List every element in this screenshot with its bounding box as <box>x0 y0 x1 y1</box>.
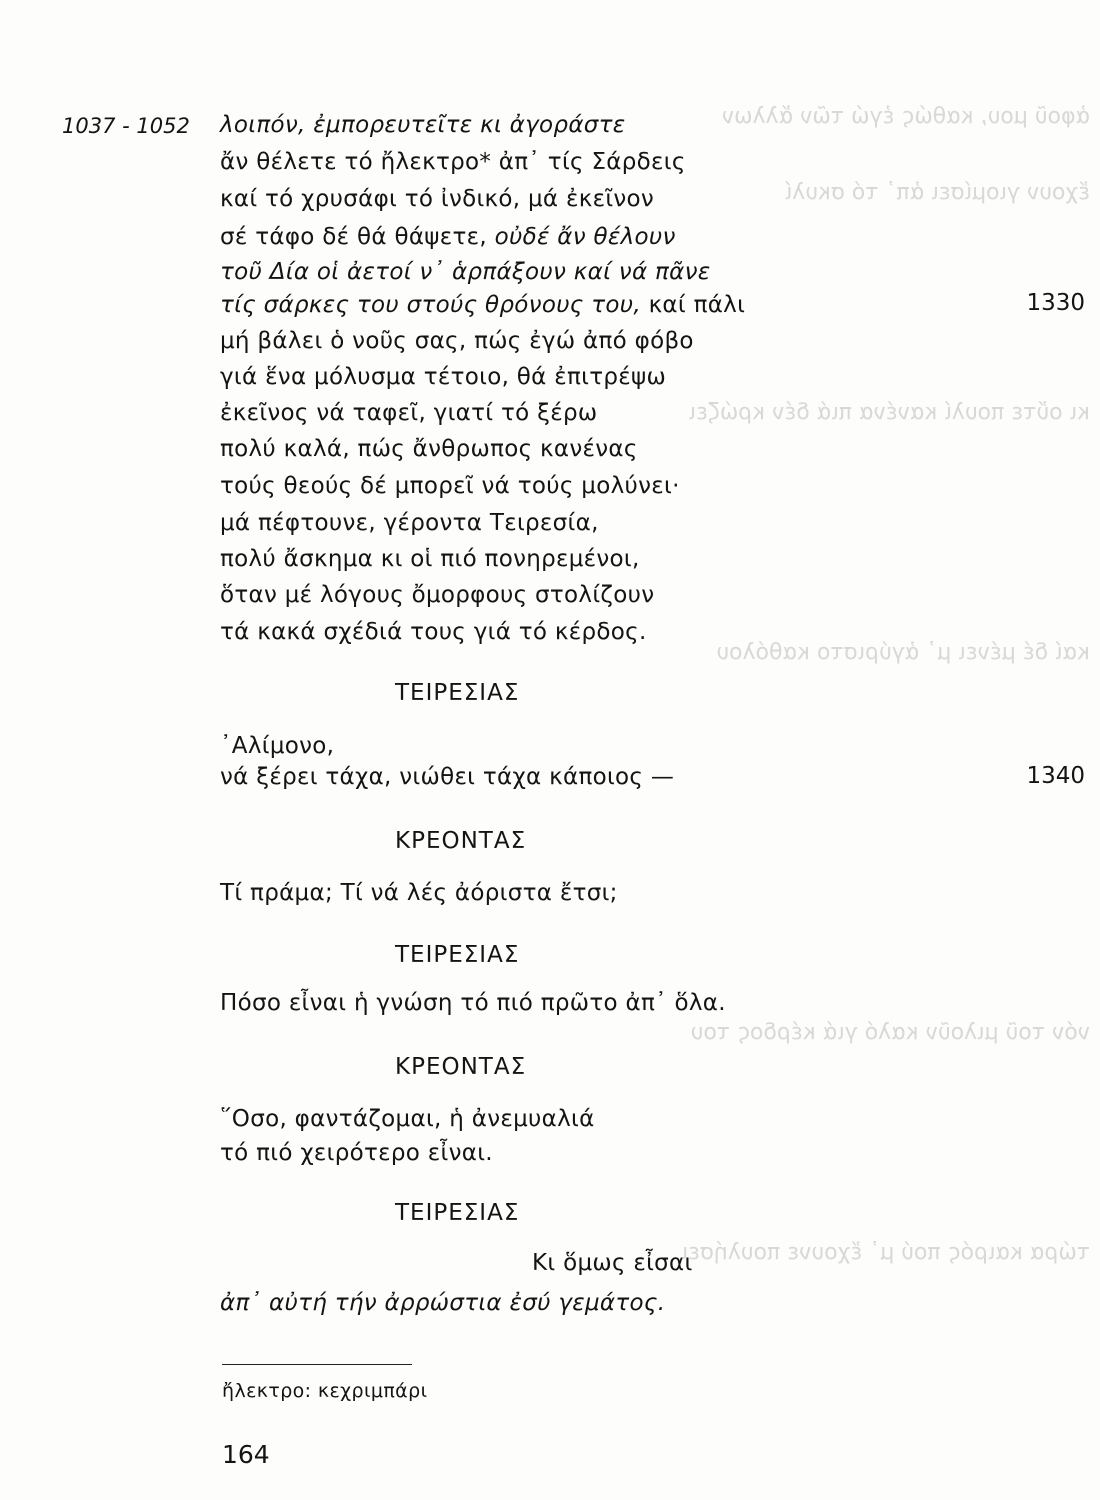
speaker-heading: ΤΕΙΡΕΣΙΑΣ <box>395 942 520 968</box>
verse-line <box>220 400 597 426</box>
verse-text: γιά ἕνα μόλυσμα τέτοιο, θά ἐπιτρέψω <box>220 364 667 390</box>
verse-text: ῞Οσο, φαντάζομαι, ἡ ἀνεμυαλιά <box>220 1106 595 1132</box>
verse-text: Πόσο εἶναι ἡ γνώση τό πιό πρῶτο ἀπ᾽ ὅλα. <box>220 990 726 1016</box>
verse-line <box>220 764 674 790</box>
verse-line <box>220 582 654 608</box>
verse-line <box>220 1140 493 1166</box>
bleed-through-text: νόν τοῦ μιλοῦν καλό γιά κέρδος του <box>690 1020 1090 1045</box>
footnote: ἤλεκτρο: κεχριμπάρι <box>222 1380 428 1402</box>
verse-line <box>220 292 745 318</box>
verse-text: τά κακά σχέδιά τους γιά τό κέρδος. <box>220 619 647 645</box>
verse-text: πολύ καλά, πώς ἄνθρωπος κανένας <box>220 436 638 462</box>
verse-text: ὅταν μέ λόγους ὄμορφους στολίζουν <box>220 582 655 608</box>
verse-line <box>532 1250 693 1276</box>
verse-text: Τί πράμα; Τί νά λές ἀόριστα ἔτσι; <box>220 880 618 906</box>
verse-line <box>220 224 676 250</box>
bleed-through-text: ἔχουν γιομίσει ἀπ᾽ τό σκυλί <box>784 180 1090 205</box>
italic-text: τοῦ Δία οἱ ἀετοί ν᾽ ἁρπάξουν καί νά πᾶνε <box>220 259 711 285</box>
verse-text: μή βάλει ὁ νοῦς σας, πώς ἐγώ ἀπό φόβο <box>220 328 694 354</box>
verse-line <box>220 1290 665 1316</box>
verse-text: μά πέφτουνε, γέροντα Τειρεσία, <box>220 510 599 536</box>
verse-line <box>220 186 654 212</box>
verse-text: τό πιό χειρότερο εἶναι. <box>220 1140 493 1166</box>
italic-text: λοιπόν, ἐμπορευτεῖτε κι ἀγοράστε <box>220 112 626 138</box>
line-number: 1340 <box>1026 763 1085 789</box>
verse-line <box>220 112 626 138</box>
verse-text: νά ξέρει τάχα, νιώθει τάχα κάποιος — <box>220 764 675 790</box>
verse-line <box>220 619 647 645</box>
verse-line <box>220 473 680 499</box>
verse-line <box>220 546 640 572</box>
verse-line <box>220 149 686 175</box>
speaker-heading: ΚΡΕΟΝΤΑΣ <box>395 828 527 854</box>
verse-text: τούς θεούς δέ μπορεῖ νά τούς μολύνει· <box>220 473 680 499</box>
verse-line <box>220 990 726 1016</box>
bleed-through-text: καί δέ μένει μ᾽ ἀγύριστο καθόλου <box>716 640 1090 665</box>
page-number: 164 <box>222 1440 270 1469</box>
verse-line <box>220 880 618 906</box>
verse-text: καί πάλι <box>640 292 746 318</box>
verse-line <box>220 259 711 285</box>
verse-line <box>220 1106 595 1132</box>
verse-text: ᾽Αλίμονο, <box>220 733 335 759</box>
verse-text: Κι ὅμως εἶσαι <box>532 1250 693 1276</box>
italic-text: ἀπ᾽ αὐτή τήν ἀρρώστια ἐσύ γεμάτος. <box>220 1290 666 1316</box>
bleed-through-text: κι οὔτε πουλί κανένα πιά δέν κρώζει <box>688 400 1090 425</box>
verse-text: ἐκεῖνος νά ταφεῖ, γιατί τό ξέρω <box>220 400 598 426</box>
verse-line <box>220 733 334 759</box>
speaker-heading: ΤΕΙΡΕΣΙΑΣ <box>395 680 520 706</box>
verse-line <box>220 510 599 536</box>
speaker-heading: ΚΡΕΟΝΤΑΣ <box>395 1054 527 1080</box>
verse-text: πολύ ἄσκημα κι οἱ πιό πονηρεμένοι, <box>220 546 640 572</box>
speaker-heading: ΤΕΙΡΕΣΙΑΣ <box>395 1200 520 1226</box>
footnote-rule <box>222 1364 412 1365</box>
verse-text: ἄν θέλετε τό ἤλεκτρο* ἀπ᾽ τίς Σάρδεις <box>220 149 686 175</box>
line-number: 1330 <box>1026 290 1085 316</box>
verse-text: σέ τάφο δέ θά θάψετε, <box>220 224 495 250</box>
verse-line <box>220 436 638 462</box>
italic-text: οὐδέ ἄν θέλουν <box>494 224 676 250</box>
bleed-through-text: τώρα καιρός πού μ᾽ ἔχουνε πουλήσει <box>680 1240 1090 1265</box>
verse-line <box>220 328 694 354</box>
verse-line <box>220 364 666 390</box>
italic-text: τίς σάρκες του στούς θρόνους του, <box>220 292 641 318</box>
verse-text: καί τό χρυσάφι τό ἰνδικό, μά ἐκεῖνον <box>220 186 655 212</box>
bleed-through-text: ἀφοῦ μου, καθώς ἐγώ τῶν ἄλλων <box>721 104 1090 129</box>
verse-reference: 1037 - 1052 <box>62 114 190 138</box>
